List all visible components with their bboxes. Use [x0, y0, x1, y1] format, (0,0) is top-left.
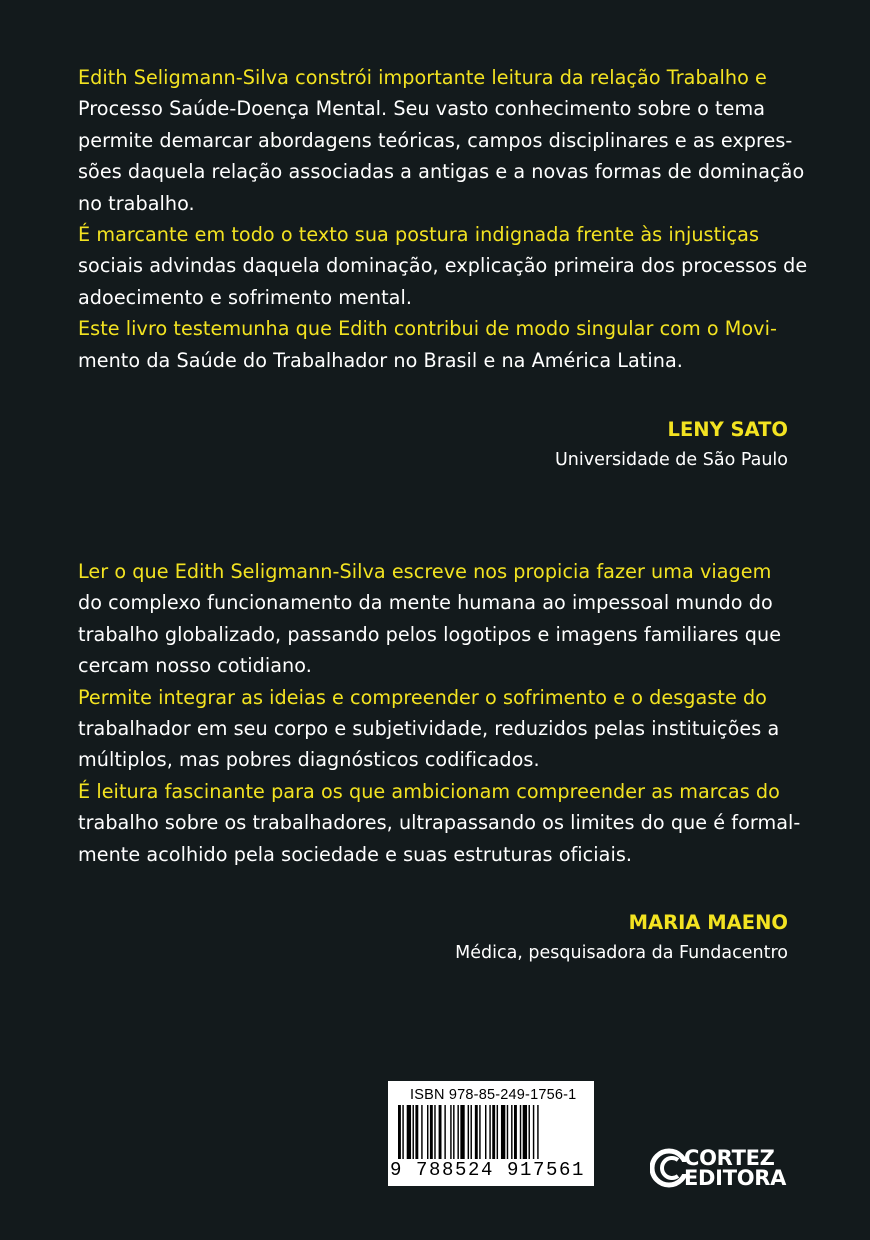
- review-line: cercam nosso cotidiano.: [78, 654, 312, 678]
- review-line: permite demarcar abordagens teóricas, campos disciplinares e as expres-: [78, 128, 793, 152]
- review-line: É marcante em todo o texto sua postura indignada frente às injustiças: [78, 223, 760, 247]
- review-line: Este livro testemunha que Edith contribui de modo singular com o Movi-: [78, 317, 777, 341]
- review-line: mento da Saúde do Trabalhador no Brasil e na América Latina.: [78, 348, 683, 372]
- author-name: LENY SATO: [667, 418, 788, 441]
- publisher-logo: [650, 1146, 792, 1190]
- review-line: Permite integrar as ideias e compreender o sofrimento e o desgaste do: [78, 685, 767, 709]
- review-line: trabalho sobre os trabalhadores, ultrapassando os limites do que é formal-: [78, 811, 801, 835]
- review-attribution: [78, 415, 788, 475]
- review-line: sões daquela relação associadas a antigas e a novas formas de dominação: [78, 160, 805, 184]
- author-affiliation: Universidade de São Paulo: [554, 450, 788, 470]
- review-line: mente acolhido pela sociedade e suas estruturas oficiais.: [78, 842, 633, 866]
- review-text: [78, 556, 801, 870]
- review-leny-sato: [78, 62, 808, 376]
- review-line: sociais advindas daquela dominação, explicação primeira dos processos de: [78, 254, 808, 278]
- review-line: É leitura fascinante para os que ambicionam compreender as marcas do: [78, 779, 780, 803]
- review-maria-maeno: [78, 556, 801, 870]
- review-line: Processo Saúde-Doença Mental. Seu vasto conhecimento sobre o tema: [78, 97, 766, 121]
- review-line: Ler o que Edith Seligmann-Silva escreve nos propicia fazer uma viagem: [78, 560, 772, 583]
- barcode-digits: 9 788524 917561: [390, 1159, 586, 1181]
- review-line: Edith Seligmann-Silva constrói importante leitura da relação Trabalho e: [78, 66, 767, 89]
- isbn-label: ISBN 978-85-249-1756-1: [410, 1087, 577, 1103]
- review-line: trabalho globalizado, passando pelos logotipos e imagens familiares que: [78, 622, 782, 646]
- author-name: MARIA MAENO: [628, 911, 788, 934]
- review-line: trabalhador em seu corpo e subjetividade, reduzidos pelas instituições a: [78, 717, 780, 741]
- review-line: do complexo funcionamento da mente humana ao impessoal mundo do: [78, 591, 773, 615]
- publisher-subname: EDITORA: [684, 1166, 787, 1190]
- review-line: múltiplos, mas pobres diagnósticos codificados.: [78, 748, 540, 772]
- cortez-c-swirl-icon: [650, 1146, 686, 1190]
- review-line: adoecimento e sofrimento mental.: [78, 285, 412, 309]
- review-text: [78, 62, 808, 376]
- publisher-name: CORTEZ: [684, 1146, 775, 1170]
- review-line: no trabalho.: [78, 191, 195, 215]
- review-attribution: [78, 908, 788, 968]
- isbn-barcode: [388, 1081, 594, 1186]
- author-affiliation: Médica, pesquisadora da Fundacentro: [455, 943, 788, 963]
